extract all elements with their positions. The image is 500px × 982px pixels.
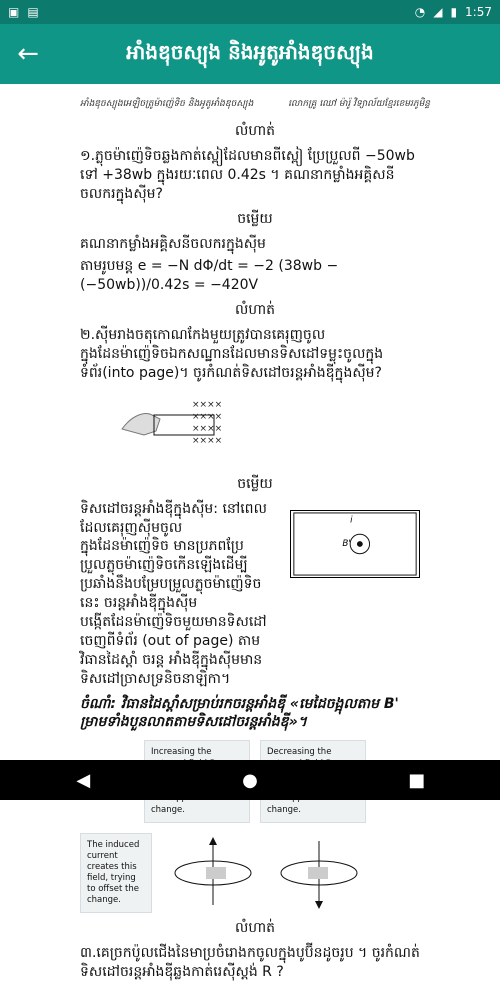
document-header bbox=[80, 98, 430, 110]
notification-icon: ▣ bbox=[8, 5, 20, 19]
induced-current-note: The induced current creates this field, trying to offset the change. bbox=[80, 833, 152, 913]
header-right: លោកគ្រូ ឈៅ ម៉ារ៉ូ វិទ្យាល័យខ្មែរខេមរភូមិន្ទ bbox=[288, 99, 430, 109]
status-time: 1:57 bbox=[465, 5, 492, 19]
decreasing-field-box: Decreasing the change. bbox=[260, 740, 366, 823]
answer-heading-2: ចម្លើយ bbox=[237, 475, 273, 492]
magnetic-field-figure-2 bbox=[290, 510, 420, 578]
page-title: អាំងឌុចស្យុង និងអូតូអាំងឌុចស្យុង bbox=[126, 40, 374, 64]
example-heading-3: លំហាត់ bbox=[235, 920, 275, 937]
navigation-bar bbox=[0, 760, 500, 800]
question-1: ១.ភ្លុចម៉ាញ៉េទិចឆ្លងកាត់ស្ពៀដែលមានពីស្ពៀ ប្រែប្រួលពី −50wb ទៅ +38wb ក្នុងរយៈពេល 0.42s ។ គណនាកម្លាំងអគ្គិសនីចលករក្នុងស៊ីម? bbox=[80, 148, 415, 202]
back-nav-button[interactable]: ◀ bbox=[76, 769, 91, 791]
field-label-b: B' bbox=[342, 538, 351, 549]
back-button[interactable] bbox=[0, 24, 56, 84]
answer-2-block bbox=[80, 500, 430, 689]
example-heading-2: លំហាត់ bbox=[235, 302, 275, 319]
back-arrow-icon: ← bbox=[17, 39, 39, 69]
example-heading-1: លំហាត់ bbox=[235, 123, 275, 140]
coil-illustration-row bbox=[80, 833, 430, 913]
coil-illustration-1 bbox=[168, 833, 258, 913]
answer-heading-1: ចម្លើយ bbox=[237, 210, 273, 227]
status-bar bbox=[0, 0, 500, 24]
document-content[interactable] bbox=[0, 84, 500, 981]
wifi-icon: ◔ bbox=[414, 5, 426, 19]
magnetic-field-figure-1 bbox=[120, 395, 260, 455]
current-label-i: i bbox=[350, 515, 353, 526]
svg-text:××××: ×××× bbox=[192, 423, 223, 434]
app-bar bbox=[0, 24, 500, 84]
svg-text:××××: ×××× bbox=[192, 435, 223, 446]
home-nav-button[interactable]: ● bbox=[242, 769, 258, 791]
question-2: ២.ស៊ីមរាងចតុកោណកែងមួយត្រូវបានគេរុញចូលក្នុងដែនម៉ាញ៉េទិចឯកសណ្ឋានដែលមានទិសដៅទម្លុះចូលក្នុងទំព័រ(into page)។ ចូរកំណត់ទិសដៅចរន្តអាំងឌុីក្នុងស៊ីម? bbox=[80, 327, 384, 381]
header-left: អាំងឌុចស្យុងអេឡិចត្រូម៉ាញ៉េទិច និងអូតូអាំងឌុចស្យុង bbox=[80, 99, 254, 109]
rule-note: ចំណាំ: វិធានដៃស្ដាំសម្រាប់រកចរន្តអាំងឌុី «មេដៃចង្អុលតាម B' ម្រាមទាំងបួនលាតតាមទិសដៅចរន្តអាំងឌុី»។ bbox=[80, 695, 399, 731]
recent-apps-button[interactable]: ■ bbox=[408, 769, 426, 791]
battery-icon: ▮ bbox=[450, 5, 458, 19]
svg-text:××××: ×××× bbox=[192, 399, 223, 410]
svg-text:××××: ×××× bbox=[192, 411, 223, 422]
coil-illustration-2 bbox=[274, 833, 364, 913]
question-3: ៣.គេច្រកប៉ូលជើងនៃមាប្រចំរោងកចូលក្នុងបូប៊ីនដូចរូប ។ ចូរកំណត់ទិសដៅចរន្តអាំងឌុីឆ្លងកាត់រេស៊ីស្តង់ R ? bbox=[80, 945, 420, 981]
sd-card-icon: ▤ bbox=[27, 5, 39, 19]
increasing-field-box: Increasing the change. bbox=[144, 740, 250, 823]
answer-1-line-1: គណនាកម្លាំងអគ្គិសនីចលករក្នុងស៊ីម bbox=[80, 235, 266, 252]
answer-2: ទិសដៅចរន្តអាំងឌុីក្នុងស៊ីម: នៅពេលដែលគេរុញស៊ីមចូលក្នុងដែនម៉ាញ៉េទិច មានប្រភពប្រែប្រួលភ្លុចម៉ាញ៉េទិចកើនឡើងដើម្បីប្រឆាំងនឹងបម្រែបម្រួលភ្លុចម៉ាញ៉េទិចនេះ ចរន្តអាំងឌុីក្នុងស៊ីមបង្កើតដែនម៉ាញ៉េទិចមួយមានទិសដៅចេញពីទំព័រ (out of page) តាមវិធានដៃស្ដាំ ចរន្ត អាំងឌុីក្នុងស៊ីមមានទិសដៅច្រាសទ្រនិចនាឡិកា។ bbox=[80, 500, 267, 687]
answer-1-formula: តាមរូបមន្ត e = −N dΦ/dt = −2 (38wb − (−50wb))/0.42s = −420V bbox=[80, 258, 339, 294]
signal-icon: ◢ bbox=[433, 5, 443, 19]
